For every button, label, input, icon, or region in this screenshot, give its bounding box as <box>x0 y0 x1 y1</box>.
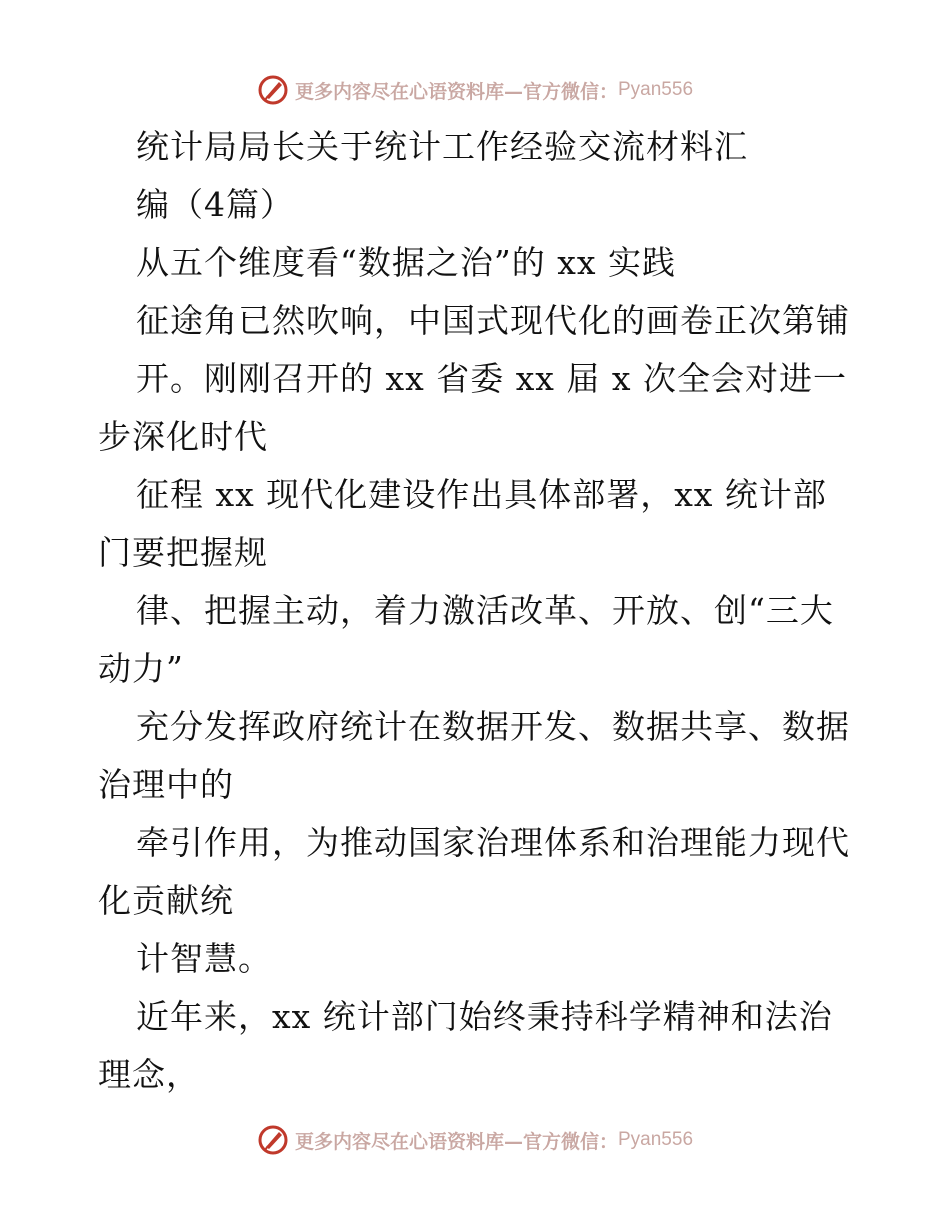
header-banner <box>0 70 950 110</box>
text-line: 门要把握规 <box>98 533 268 572</box>
document-title-line: 编（4篇） <box>136 185 294 224</box>
footer-banner <box>0 1120 950 1160</box>
text-line: 步深化时代 <box>98 417 268 456</box>
seal-logo-icon <box>257 1124 289 1156</box>
text-line: 化贡献统 <box>98 881 234 920</box>
text-line: 动力” <box>98 649 184 688</box>
text-line: 征程 xx 现代化建设作出具体部署，xx 统计部 <box>136 475 827 514</box>
text-line: 律、把握主动，着力激活改革、开放、创“三大 <box>136 591 834 630</box>
document-body <box>98 118 868 1104</box>
banner-account: Pyan556 <box>618 79 694 100</box>
text-line: 征途角已然吹响，中国式现代化的画卷正次第铺 <box>136 301 850 340</box>
text-line: 开。刚刚召开的 xx 省委 xx 届 x 次全会对进一 <box>136 359 847 398</box>
banner-text: 更多内容尽在心语资料库—官方微信： <box>294 80 618 103</box>
seal-logo-icon <box>257 74 289 106</box>
document-title-line: 统计局局长关于统计工作经验交流材料汇 <box>136 127 748 166</box>
text-line: 充分发挥政府统计在数据开发、数据共享、数据 <box>136 707 850 746</box>
text-line: 治理中的 <box>98 765 234 804</box>
text-line: 理念， <box>98 1055 200 1094</box>
banner-text: 更多内容尽在心语资料库—官方微信： <box>294 1130 618 1153</box>
banner-account: Pyan556 <box>618 1129 694 1150</box>
text-line: 计智慧。 <box>136 939 272 978</box>
text-line: 牵引作用，为推动国家治理体系和治理能力现代 <box>136 823 850 862</box>
text-line: 近年来，xx 统计部门始终秉持科学精神和法治 <box>136 997 833 1036</box>
text-line: 从五个维度看“数据之治”的 xx 实践 <box>136 243 676 282</box>
